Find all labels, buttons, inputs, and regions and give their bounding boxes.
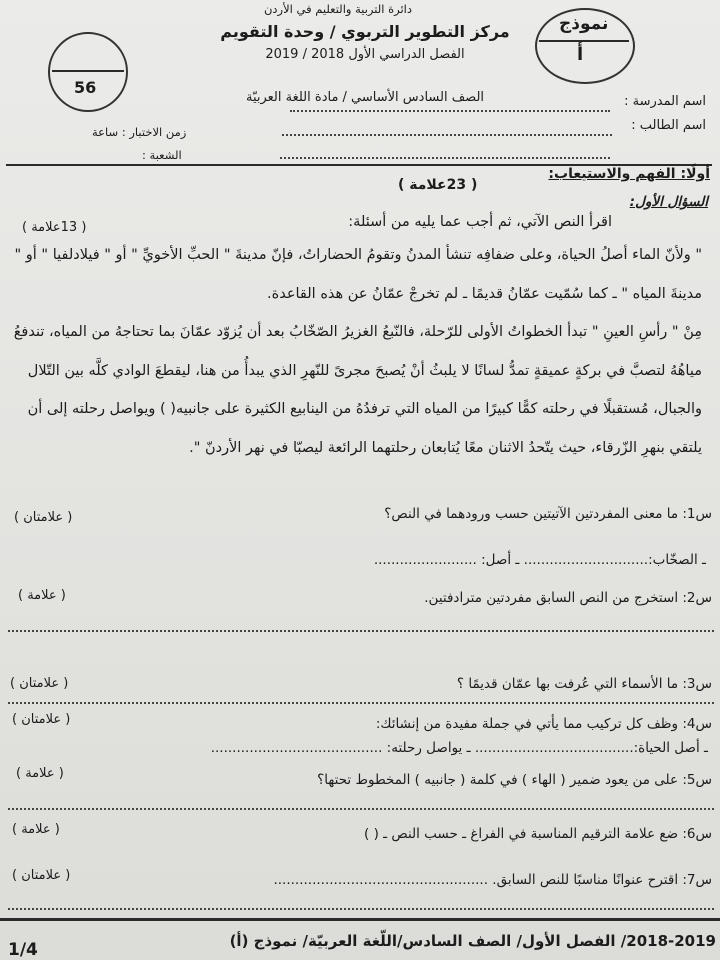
- footer-text: 2018-2019/ الفصل الأول/ الصف السادس/اللّغة العربيّة/ نموذج (أ): [229, 932, 716, 950]
- question-4-answer[interactable]: ـ أصل الحياة:..................................... ـ يواصل رحلته: ........................................: [210, 740, 708, 756]
- question-5-marks: ( علامة ): [16, 766, 64, 781]
- page-number: 1/4: [8, 940, 38, 960]
- question-1-answer[interactable]: ـ الصخّاب:............................. ـ أصل: ........................: [373, 552, 706, 568]
- q1-title: السؤال الأول:: [629, 194, 708, 210]
- question-5: س5: على من يعود ضمير ( الهاء ) في كلمة ( جانبيه ) المخطوط تحتها؟: [317, 772, 712, 788]
- question-4-marks: ( علامتان ): [12, 712, 71, 727]
- question-2: س2: استخرج من النص السابق مفردتين مترادفتين.: [424, 590, 712, 606]
- model-label: نموذج: [559, 14, 609, 34]
- question-6: س6: ضع علامة الترقيم المناسبة في الفراغ ـ حسب النص ـ ( ): [364, 826, 712, 842]
- section1-title: أولًا: الفهم والاستيعاب:: [548, 166, 710, 182]
- time-label: زمن الاختبار : ساعة: [92, 125, 187, 139]
- score-circle: [48, 32, 128, 112]
- model-circle: [535, 8, 635, 84]
- model-value: أ: [577, 44, 584, 65]
- question-3-marks: ( علامتان ): [10, 676, 69, 691]
- school-label: اسم المدرسة :: [624, 94, 706, 109]
- passage-line: مياهُهُ لتصبَّ في بركةٍ عميقةٍ تمدُّ لسانًا لا يلبثُ أنْ يُصبحَ مجرىً للنّهرِ الذي يبدأُ من هنا، ليقطعَ الوادي كلَّه بين التّلال: [27, 362, 702, 379]
- score-value: 56: [74, 78, 97, 97]
- section1-marks: ( 23علامة ): [398, 177, 478, 193]
- q1-marks: ( 13علامة ): [22, 220, 87, 235]
- question-3: س3: ما الأسماء التي عُرفت بها عمّان قديمًا ؟: [456, 676, 712, 692]
- question-5-answer[interactable]: [8, 808, 714, 810]
- question-4: س4: وظف كل تركيب مما يأتي في جملة مفيدة من إنشائك:: [375, 716, 712, 732]
- question-1: س1: ما معنى المفردتين الآتيتين حسب ورودهما في النص؟: [384, 506, 712, 522]
- section-field: [280, 157, 610, 159]
- question-2-answer[interactable]: [8, 630, 714, 632]
- semester: الفصل الدراسي الأول 2018 / 2019: [265, 47, 465, 62]
- passage-line: والجبال، مُستقبلًا في رحلته كمًّا كبيرًا من المياه التي ترفدُهُ من الينابيع الكثيرة على جانبيه( ) ويواصل رحلته إلى أن: [27, 401, 702, 417]
- question-7-answer[interactable]: [8, 908, 714, 910]
- question-7: س7: اقترح عنوانًا مناسبًا للنص السابق. ..................................................: [273, 872, 712, 888]
- top-org: دائرة التربية والتعليم في الأردن: [263, 2, 412, 16]
- passage-line: مِنْ " رأسِ العينِ " تبدأ الخطواتُ الأولى للرّحلة، فالنّبعُ الغزيرُ الصّخّابُ بعد أن يُزوّد عمّانَ بما تحتاجهُ من المياه، تندفعُ: [13, 324, 702, 340]
- center-title: مركز التطوير التربوي / وحدة التقويم: [220, 22, 510, 41]
- question-1-marks: ( علامتان ): [14, 510, 73, 525]
- passage: [12, 236, 702, 467]
- student-field: [282, 134, 612, 136]
- score-divider: [52, 70, 124, 72]
- q1-instruction: اقرأ النص الآتي، ثم أجب عما يليه من أسئلة:: [348, 214, 612, 230]
- question-6-marks: ( علامة ): [12, 822, 60, 837]
- question-2-marks: ( علامة ): [18, 588, 66, 603]
- question-3-answer[interactable]: [8, 702, 714, 704]
- model-divider: [539, 40, 629, 42]
- grade-subject: الصف السادس الأساسي / مادة اللغة العربيّة: [245, 90, 485, 105]
- passage-line: " ولأنّ الماء أصلُ الحياة، وعلى ضفافِه تنشأ المدنُ وتقومُ الحضاراتُ، فإنّ مدينةَ " الحبِّ الأخويِّ " أو " فيلادلفيا " أو ": [14, 247, 702, 263]
- section-label: الشعبة :: [142, 148, 182, 162]
- passage-line: يلتقي بنهرِ الزّرقاء، حيث يتّحدُ الاثنان معًا يُتابعان رحلتهما الرائعة ليصبّا في نهر الأردنّ ".: [189, 439, 702, 456]
- question-7-marks: ( علامتان ): [12, 868, 71, 883]
- school-field: [290, 110, 610, 112]
- footer-rule: [0, 918, 720, 921]
- student-label: اسم الطالب :: [631, 118, 706, 133]
- passage-line: مدينةَ المياه " ـ كما سُمّيت عمّانُ قديمًا ـ لم تخرجْ عمّانُ عن هذه القاعدة.: [267, 285, 702, 302]
